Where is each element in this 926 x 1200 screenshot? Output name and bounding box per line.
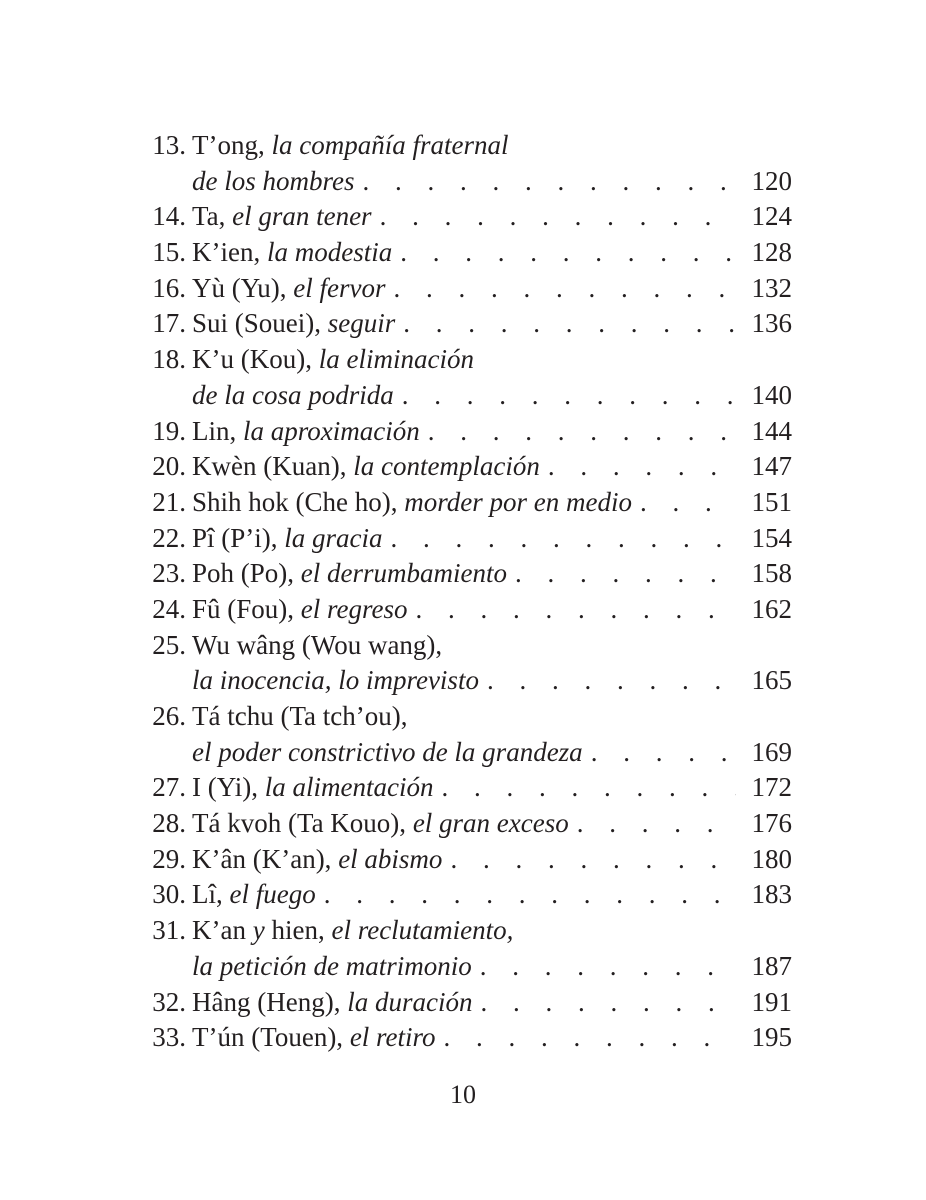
entry-number: 32. [152,986,186,1017]
dot-leader [400,235,735,271]
page-number: 195 [751,1022,792,1053]
page-number: 144 [751,415,792,446]
entry-title: Lî, [192,879,230,910]
page-number: 158 [751,558,792,589]
toc-entry-25-line2 [136,663,792,699]
entry-number: 23. [152,558,186,589]
entry-title: Hâng (Heng), [192,986,348,1017]
entry-subtitle: la duración [347,986,473,1017]
dot-leader [548,449,736,485]
entry-subtitle: el gran tener [232,201,372,232]
entry-number: 27. [152,772,186,803]
toc-entry-26-line2 [136,735,792,771]
dot-leader [403,306,735,342]
dot-leader [515,556,736,592]
entry-title: Fû (Fou), [192,593,301,624]
dot-leader [380,199,736,235]
dot-leader [363,164,736,200]
entry-title: T’ong, [192,130,272,160]
entry-subtitle: el regreso [300,593,408,624]
dot-leader [487,663,736,699]
entry-subtitle: el poder constrictivo de la grandeza [192,736,583,767]
toc-entry-32 [136,985,792,1021]
entry-subtitle: el fuego [229,879,316,910]
toc-entry-22 [136,521,792,557]
toc-entry-25-line1 [136,628,792,664]
entry-title: Wu wâng (Wou wang), [192,629,443,660]
entry-subtitle: la alimentación [264,772,434,803]
dot-leader [480,949,736,985]
entry-number: 29. [152,843,186,874]
entry-number: 26. [152,701,186,731]
toc-entry-33 [136,1020,792,1056]
entry-subtitle: la eliminación [318,344,474,375]
dot-leader [324,877,736,913]
entry-title: Shih hok (Che ho), [192,486,405,517]
dot-leader [416,592,736,628]
toc-entry-28 [136,806,792,842]
entry-subtitle: la inocencia, lo imprevisto [192,665,479,696]
page-number: 136 [751,308,792,339]
toc-entry-17 [136,306,792,342]
entry-number: 30. [152,879,186,910]
page-number: 191 [751,986,792,1017]
dot-leader [450,842,735,878]
entry-title: Tá kvoh (Ta Kouo), [192,808,413,839]
entry-number: 24. [152,593,186,624]
page-number: 187 [751,950,792,981]
toc-entry-16 [136,271,792,307]
toc-entry-29 [136,842,792,878]
dot-leader [444,1020,736,1056]
dot-leader [441,770,735,806]
entry-number: 33. [152,1022,186,1053]
entry-title: Yù (Yu), [192,272,294,303]
entry-title: Sui (Souei), [192,308,328,339]
page-number: 132 [751,272,792,303]
entry-title: K’an [192,915,253,946]
entry-title: Kwèn (Kuan), [192,451,354,482]
entry-conjunction: y [252,915,265,946]
page-number: 183 [751,879,792,910]
entry-number: 25. [152,629,186,660]
entry-subtitle: el derrumbamiento [300,558,507,589]
page-folio: 10 [450,1080,476,1109]
page-number: 124 [751,201,792,232]
entry-title: I (Yi), [192,772,265,803]
entry-title: K’u (Kou), [192,344,319,375]
toc-entry-15 [136,235,792,271]
toc-entry-13-line2 [136,164,792,200]
toc-entry-19 [136,414,792,450]
page-number: 169 [751,736,792,767]
toc-entry-26-line1 [136,699,792,735]
dot-leader [428,414,736,450]
entry-title: Pî (P’i), [192,522,285,553]
entry-title: Ta, [192,201,233,232]
toc-entry-31-line1 [136,913,792,949]
toc-entry-18-line2 [136,378,792,414]
page-number: 162 [751,593,792,624]
entry-subtitle: el retiro [349,1022,436,1053]
page-number: 151 [751,486,792,517]
dot-leader [577,806,736,842]
toc-entry-21 [136,485,792,521]
toc-entry-18-line1 [136,342,792,378]
toc-entry-27 [136,770,792,806]
entry-subtitle: la compañía fraternal [271,130,509,160]
entry-subtitle: el fervor [293,272,386,303]
toc-entry-24 [136,592,792,628]
entry-title: K’ien, [192,237,267,268]
entry-title: T’ún (Touen), [192,1022,350,1053]
toc-entry-20 [136,449,792,485]
entry-number: 31. [152,915,186,946]
entry-number: 22. [152,522,186,553]
page-number: 180 [751,843,792,874]
toc-entry-30 [136,877,792,913]
dot-leader [393,271,735,307]
toc-entry-14 [136,199,792,235]
page-number: 140 [751,379,792,410]
entry-subtitle: morder por en medio [404,486,632,517]
entry-number: 19. [152,415,186,446]
entry-title: Tá tchu (Ta tch’ou), [192,701,408,731]
dot-leader [640,485,736,521]
toc-entry-23 [136,556,792,592]
entry-number: 18. [152,344,186,375]
entry-number: 28. [152,808,186,839]
table-of-contents [136,128,792,1056]
entry-subtitle: el gran exceso [412,808,569,839]
page-number: 172 [751,772,792,803]
entry-number: 14. [152,201,186,232]
entry-number: 16. [152,272,186,303]
toc-entry-31-line2 [136,949,792,985]
entry-number: 15. [152,237,186,268]
entry-number: 13. [152,130,186,160]
entry-number: 17. [152,308,186,339]
entry-title: K’ân (K’an), [192,843,339,874]
entry-subtitle: la aproximación [243,415,420,446]
page-number: 128 [751,237,792,268]
entry-subtitle: la modestia [266,237,393,268]
entry-title: hien, [264,915,332,946]
page-number: 120 [751,165,792,196]
entry-subtitle: la contemplación [353,451,540,482]
dot-leader [591,735,736,771]
page-number: 154 [751,522,792,553]
page-number: 176 [751,808,792,839]
entry-subtitle: el reclutamiento, [331,915,514,946]
dot-leader [391,521,736,557]
dot-leader [480,985,735,1021]
entry-title: Lin, [192,415,243,446]
entry-subtitle: de la cosa podrida [192,379,394,410]
dot-leader [402,378,736,414]
entry-subtitle: seguir [327,308,396,339]
entry-subtitle: la petición de matrimonio [192,950,472,981]
entry-title: Poh (Po), [192,558,301,589]
page-number: 147 [751,451,792,482]
page-number: 165 [751,665,792,696]
entry-number: 21. [152,486,186,517]
entry-subtitle: el abismo [338,843,443,874]
toc-entry-13-line1 [136,128,792,164]
entry-number: 20. [152,451,186,482]
entry-subtitle: la gracia [284,522,383,553]
entry-subtitle: de los hombres [192,165,355,196]
